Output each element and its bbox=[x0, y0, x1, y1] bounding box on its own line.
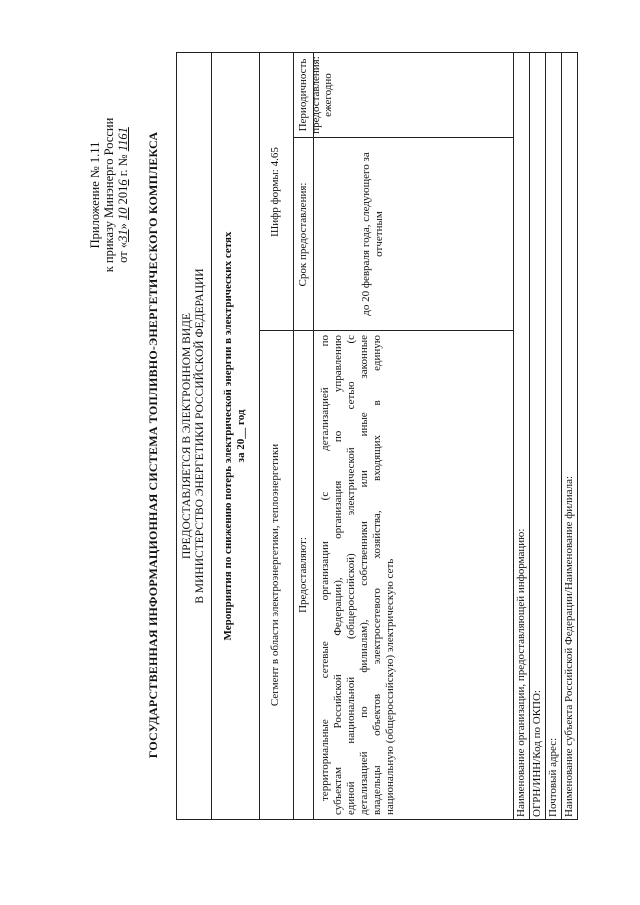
submission-line2: В МИНИСТЕРСТВО ЭНЕРГЕТИКИ РОССИЙСКОЙ ФЕДЕРАЦИИ bbox=[194, 268, 206, 604]
deadline-header: Срок предоставления: bbox=[297, 182, 309, 287]
providers-line: детализацией по филиалам), собственники или иные законные bbox=[358, 335, 370, 815]
form-title-line2: за 20__ год bbox=[235, 409, 247, 463]
submission-line1: ПРЕДОСТАВЛЯЕТСЯ В ЭЛЕКТРОННОМ ВИДЕ bbox=[181, 312, 193, 560]
periodicity-header: Периодичность предоставления: bbox=[297, 56, 322, 134]
number-prefix: г. № bbox=[116, 154, 130, 177]
date-day: 31 bbox=[116, 229, 130, 242]
form-title bbox=[222, 53, 248, 819]
deadline-text bbox=[360, 139, 386, 329]
form-code: Шифр формы: 4.65 bbox=[269, 147, 281, 237]
segment-label: Сегмент в области электроэнергетики, теплоэнергетики bbox=[269, 443, 281, 707]
providers-header: Предоставляют: bbox=[297, 537, 309, 613]
submission-block bbox=[181, 53, 207, 819]
postal-address-field: Почтовый адрес: bbox=[546, 52, 562, 820]
appendix-date-line bbox=[116, 70, 130, 320]
divider bbox=[259, 53, 260, 819]
providers-line: национальную (общероссийскую) электрическую сеть bbox=[384, 558, 396, 815]
form-title-line1: Мероприятия по снижению потерь электрической энергии в электрических сетях bbox=[222, 231, 234, 641]
form-table bbox=[176, 52, 514, 820]
ogrn-field: ОГРН/ИНН/Код по ОКПО: bbox=[530, 52, 546, 820]
date-prefix: от « bbox=[116, 241, 130, 263]
date-mid: » bbox=[116, 223, 130, 230]
page-title: ГОСУДАРСТВЕННАЯ ИНФОРМАЦИОННАЯ СИСТЕМА ТОПЛИВНО-ЭНЕРГЕТИЧЕСКОГО КОМПЛЕКСА bbox=[146, 131, 160, 759]
providers-line: территориальные сетевые организации (с детализацией по bbox=[319, 335, 331, 801]
deadline-line: отчетным bbox=[373, 211, 385, 257]
divider bbox=[293, 53, 294, 819]
org-name-field: Наименование организации, предоставляющей информацию: bbox=[514, 52, 530, 820]
appendix-header bbox=[88, 70, 130, 320]
divider bbox=[313, 53, 314, 819]
divider bbox=[293, 330, 513, 331]
divider bbox=[211, 53, 212, 819]
providers-line: субъектам Российской Федерации), организация по управлению bbox=[332, 335, 344, 815]
region-branch-field: Наименование субъекта Российской Федерации/Наименование филиала: bbox=[562, 52, 578, 820]
deadline-line: до 20 февраля года, следующего за bbox=[360, 152, 372, 316]
providers-text bbox=[319, 335, 397, 815]
periodicity-text: ежегодно bbox=[322, 73, 334, 117]
date-year-prefix: 201 bbox=[116, 185, 130, 205]
date-month: 10 bbox=[116, 207, 130, 221]
order-number: 1161 bbox=[116, 127, 130, 152]
date-year-suffix: 6 bbox=[116, 179, 130, 186]
appendix-line1: Приложение № 1.11 bbox=[88, 141, 102, 249]
providers-line: владельцы объектов электросетевого хозяйства, входящих в единую bbox=[371, 335, 383, 815]
providers-line: единой национальной (общероссийской) электрической сетью (с bbox=[345, 335, 357, 815]
appendix-line2: к приказу Минэнерго России bbox=[102, 117, 116, 273]
